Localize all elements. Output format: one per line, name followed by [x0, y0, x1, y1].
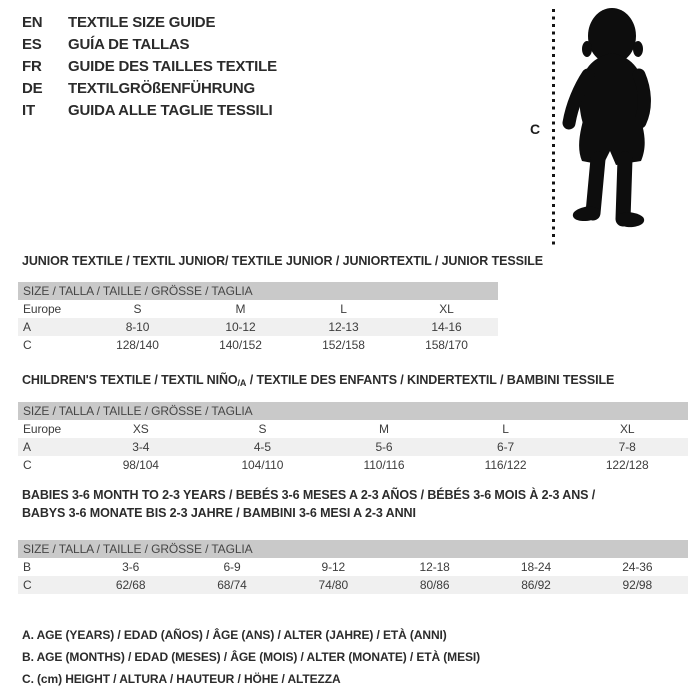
language-code: FR [22, 58, 42, 75]
size-header-bar: SIZE / TALLA / TAILLE / GRÖSSE / TAGLIA [18, 402, 688, 420]
table-row [18, 456, 688, 474]
size-value: 12-18 [419, 560, 450, 574]
size-value: 122/128 [605, 458, 649, 472]
junior-size-table [18, 282, 498, 354]
row-label: B [23, 560, 31, 574]
size-value: S [133, 302, 142, 316]
size-value: 18-24 [520, 560, 552, 574]
size-value: 3-6 [122, 560, 140, 574]
children-title-pre: CHILDREN'S TEXTILE / TEXTIL NIÑO [22, 373, 238, 387]
size-value: 86/92 [485, 576, 586, 594]
row-label: Europe [23, 422, 62, 436]
size-value: 92/98 [587, 576, 688, 594]
footnote-a: A. AGE (YEARS) / EDAD (AÑOS) / ÂGE (ANS) / ALTER (JAHRE) / ETÀ (ANNI) [22, 628, 447, 642]
size-value: 5-6 [323, 438, 445, 456]
row-label: C [23, 458, 32, 472]
size-value: 62/68 [80, 576, 181, 594]
size-value: 128/140 [116, 338, 159, 352]
language-code: DE [22, 80, 43, 97]
size-value: 140/152 [219, 338, 262, 352]
footnote-c: C. (cm) HEIGHT / ALTURA / HAUTEUR / HÖHE / ALTEZZA [22, 672, 341, 686]
size-value: 14-16 [395, 318, 498, 336]
language-label: GUIDE DES TAILLES TEXTILE [68, 58, 277, 75]
toddler-silhouette-icon [560, 5, 664, 245]
size-value: 116/122 [484, 458, 527, 472]
size-value: 158/170 [425, 338, 468, 352]
language-code: EN [22, 14, 43, 31]
language-item [22, 34, 277, 56]
children-section-title [22, 371, 614, 392]
language-label: TEXTILGRÖßENFÜHRUNG [68, 80, 256, 97]
row-label: A [18, 318, 86, 336]
size-value: L [502, 422, 509, 436]
children-title-post: / TEXTILE DES ENFANTS / KINDERTEXTIL / BAMBINI TESSILE [246, 373, 615, 387]
size-value: 24-36 [622, 560, 653, 574]
size-value: M [379, 422, 389, 436]
row-label: C [23, 338, 32, 352]
table-row [18, 318, 498, 336]
babies-title-line1: BABIES 3-6 MONTH TO 2-3 YEARS / BEBÉS 3-6 MESES A 2-3 AÑOS / BÉBÉS 3-6 MOIS À 2-3 ANS / [22, 488, 596, 502]
size-value: 104/110 [241, 458, 284, 472]
size-value: XS [132, 422, 149, 436]
size-value: 12-13 [292, 318, 395, 336]
table-row [18, 420, 688, 438]
language-label: GUIDA ALLE TAGLIE TESSILI [68, 102, 273, 119]
size-value: M [235, 302, 246, 316]
row-label: Europe [23, 302, 62, 316]
height-measure-line [552, 9, 555, 247]
size-value: 80/86 [384, 576, 485, 594]
language-code: IT [22, 102, 35, 119]
size-value: XL [619, 422, 635, 436]
children-size-table [18, 402, 688, 474]
size-value: 8-10 [86, 318, 189, 336]
language-item [22, 12, 277, 34]
language-code: ES [22, 36, 42, 53]
size-value: S [258, 422, 267, 436]
size-value: 110/116 [363, 458, 405, 472]
babies-section-title [22, 486, 595, 522]
language-item [22, 56, 277, 78]
size-value: 152/158 [322, 338, 365, 352]
language-item [22, 78, 277, 100]
size-value: 6-7 [445, 438, 567, 456]
footnote-b: B. AGE (MONTHS) / EDAD (MESES) / ÂGE (MOIS) / ALTER (MONATE) / ETÀ (MESI) [22, 650, 481, 664]
language-item [22, 100, 277, 122]
junior-section-title: JUNIOR TEXTILE / TEXTIL JUNIOR/ TEXTILE JUNIOR / JUNIORTEXTIL / JUNIOR TESSILE [22, 254, 543, 268]
size-header-bar: SIZE / TALLA / TAILLE / GRÖSSE / TAGLIA [18, 282, 498, 300]
babies-size-table [18, 540, 688, 594]
children-title-sub: /A [237, 378, 247, 388]
babies-title-line2: BABYS 3-6 MONATE BIS 2-3 JAHRE / BAMBINI 3-6 MESI A 2-3 ANNI [22, 506, 416, 520]
table-row [18, 300, 498, 318]
size-value: L [340, 302, 347, 316]
size-value: 68/74 [181, 576, 282, 594]
table-row [18, 336, 498, 354]
height-measure-label: C [530, 121, 541, 137]
size-value: 7-8 [566, 438, 688, 456]
size-value: 4-5 [202, 438, 324, 456]
row-label: C [18, 576, 80, 594]
size-value: 10-12 [189, 318, 292, 336]
size-value: XL [439, 302, 454, 316]
size-value: 9-12 [321, 560, 346, 574]
table-row [18, 576, 688, 594]
size-value: 98/104 [122, 458, 159, 472]
table-row [18, 558, 688, 576]
language-label: TEXTILE SIZE GUIDE [68, 14, 216, 31]
size-value: 6-9 [223, 560, 241, 574]
table-row [18, 438, 688, 456]
footnotes [22, 624, 480, 690]
size-value: 74/80 [283, 576, 384, 594]
language-list [22, 12, 277, 122]
row-label: A [18, 438, 80, 456]
size-header-bar: SIZE / TALLA / TAILLE / GRÖSSE / TAGLIA [18, 540, 688, 558]
size-value: 3-4 [80, 438, 202, 456]
language-label: GUÍA DE TALLAS [68, 36, 190, 53]
